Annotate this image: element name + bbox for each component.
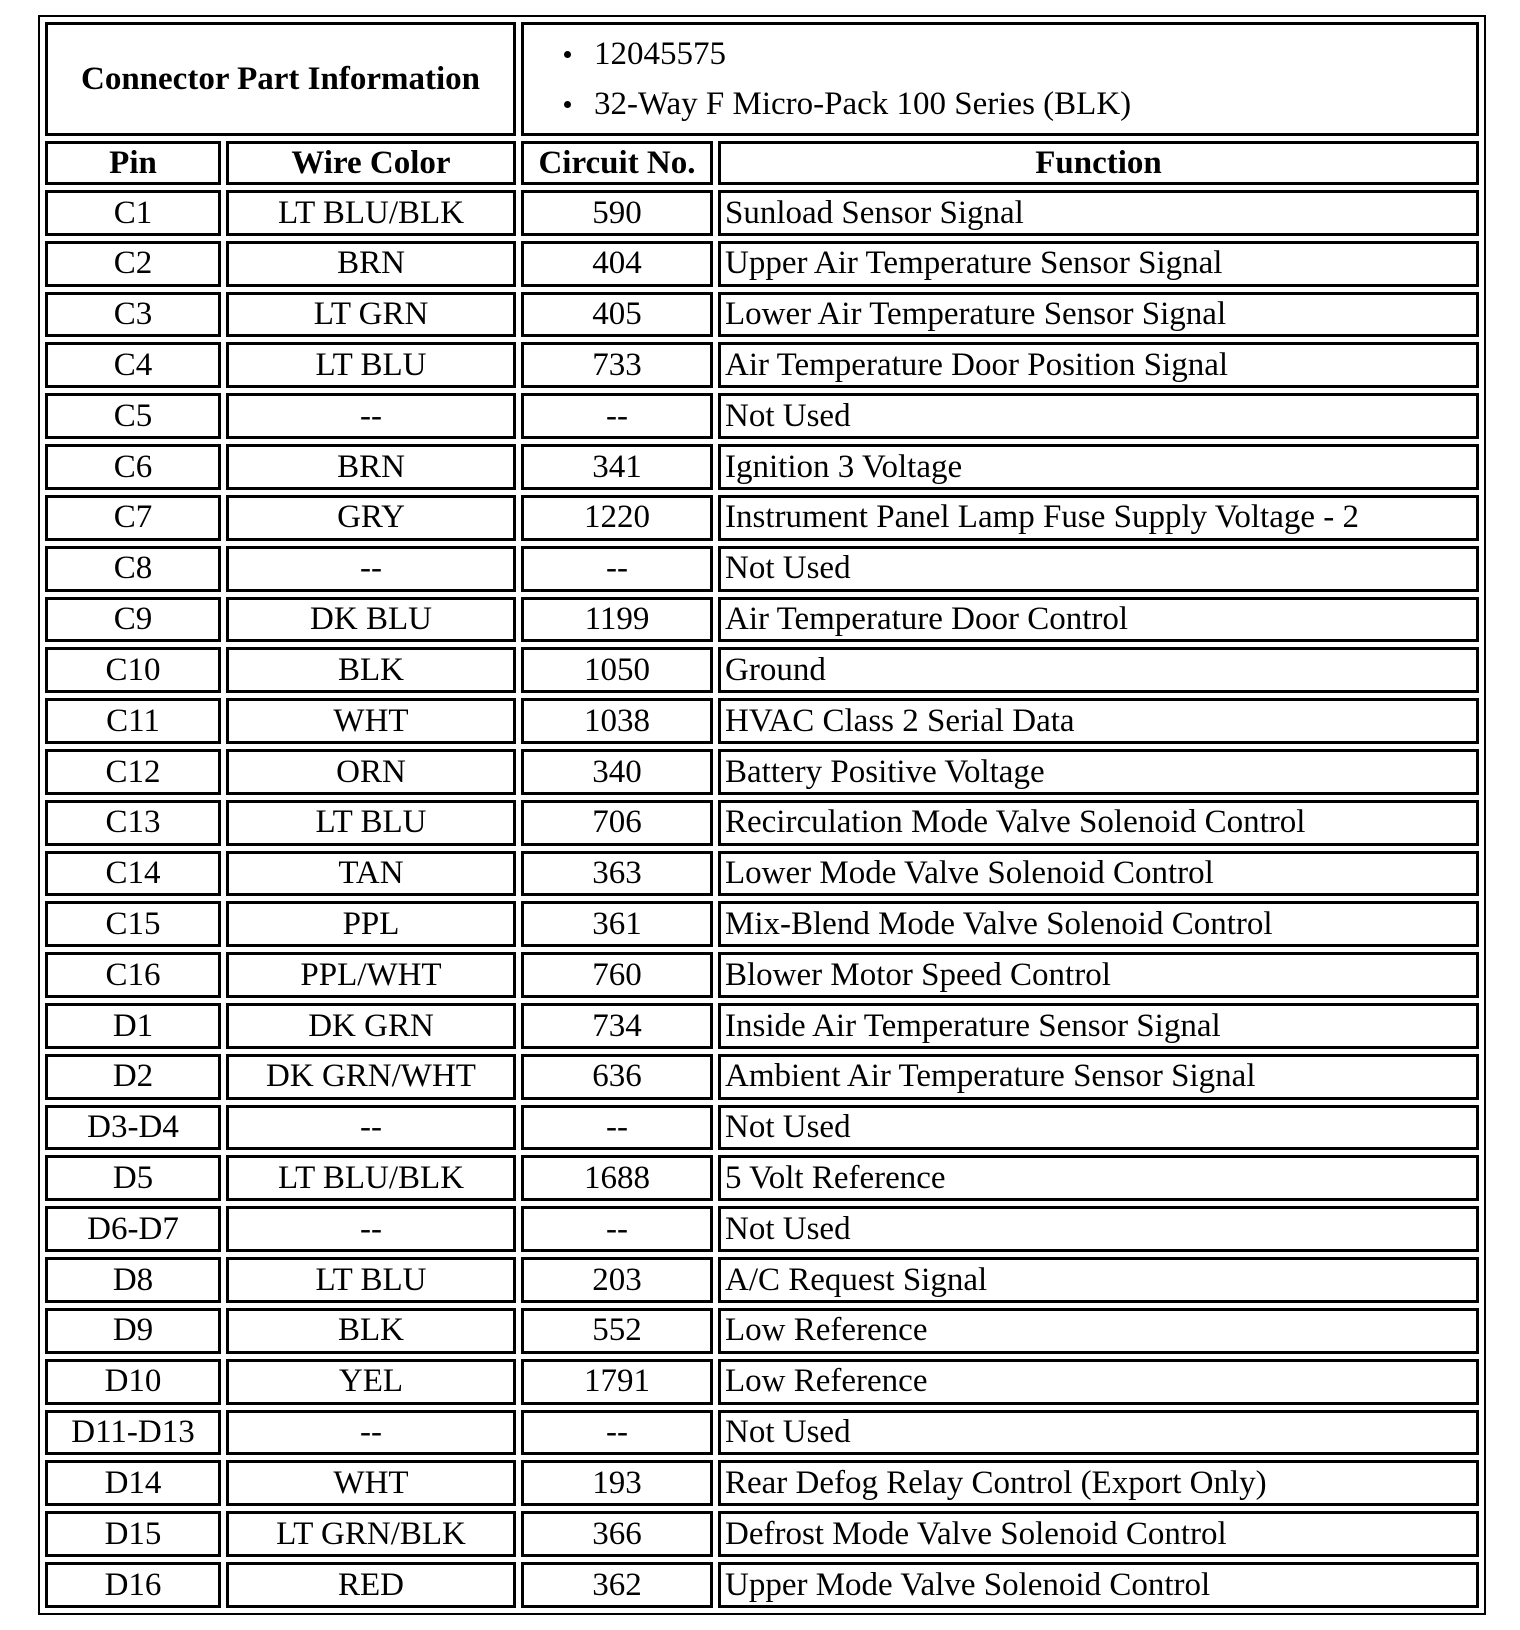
circuit-cell: 590 <box>521 190 713 236</box>
circuit-cell: 1199 <box>521 597 713 643</box>
function-cell: Not Used <box>718 1206 1479 1252</box>
connector-part-info-label: Connector Part Information <box>45 22 516 136</box>
circuit-cell: -- <box>521 1410 713 1456</box>
circuit-cell: -- <box>521 393 713 439</box>
wire-color-cell: PPL <box>226 901 516 947</box>
function-cell: Mix-Blend Mode Valve Solenoid Control <box>718 901 1479 947</box>
connector-pinout-table <box>40 17 1484 1613</box>
function-cell: Low Reference <box>718 1359 1479 1405</box>
pin-cell: D1 <box>45 1003 221 1049</box>
table-row <box>45 1308 1479 1354</box>
circuit-cell: 552 <box>521 1308 713 1354</box>
function-cell: Upper Air Temperature Sensor Signal <box>718 241 1479 287</box>
pin-cell: C6 <box>45 444 221 490</box>
pin-cell: C1 <box>45 190 221 236</box>
pinout-rows <box>45 190 1479 1608</box>
pin-cell: C3 <box>45 292 221 338</box>
wire-color-cell: LT BLU/BLK <box>226 190 516 236</box>
pin-cell: D10 <box>45 1359 221 1405</box>
pin-cell: D16 <box>45 1562 221 1608</box>
table-row <box>45 597 1479 643</box>
function-cell: 5 Volt Reference <box>718 1155 1479 1201</box>
table-row <box>45 901 1479 947</box>
circuit-cell: -- <box>521 546 713 592</box>
circuit-cell: 760 <box>521 952 713 998</box>
function-cell: Lower Mode Valve Solenoid Control <box>718 851 1479 897</box>
pin-cell: C9 <box>45 597 221 643</box>
wire-color-cell: WHT <box>226 1460 516 1506</box>
circuit-cell: 340 <box>521 749 713 795</box>
pin-cell: C5 <box>45 393 221 439</box>
col-header-pin: Pin <box>45 141 221 185</box>
table-row <box>45 1460 1479 1506</box>
wire-color-cell: LT GRN <box>226 292 516 338</box>
function-cell: Defrost Mode Valve Solenoid Control <box>718 1511 1479 1557</box>
circuit-cell: 366 <box>521 1511 713 1557</box>
function-cell: Low Reference <box>718 1308 1479 1354</box>
pin-cell: D2 <box>45 1054 221 1100</box>
circuit-cell: 1220 <box>521 495 713 541</box>
wire-color-cell: YEL <box>226 1359 516 1405</box>
circuit-cell: 361 <box>521 901 713 947</box>
wire-color-cell: LT BLU <box>226 800 516 846</box>
pin-cell: C10 <box>45 647 221 693</box>
wire-color-cell: RED <box>226 1562 516 1608</box>
circuit-cell: 203 <box>521 1257 713 1303</box>
table-row <box>45 546 1479 592</box>
circuit-cell: 405 <box>521 292 713 338</box>
pin-cell: C15 <box>45 901 221 947</box>
function-cell: Instrument Panel Lamp Fuse Supply Voltage - 2 <box>718 495 1479 541</box>
table-row <box>45 1054 1479 1100</box>
pin-cell: C16 <box>45 952 221 998</box>
table-row <box>45 1359 1479 1405</box>
function-cell: Not Used <box>718 393 1479 439</box>
connector-part-info-list <box>521 22 1479 136</box>
col-header-wire-color: Wire Color <box>226 141 516 185</box>
wire-color-cell: LT BLU <box>226 1257 516 1303</box>
table-row <box>45 342 1479 388</box>
table-row <box>45 647 1479 693</box>
table-row <box>45 851 1479 897</box>
table-row <box>45 1003 1479 1049</box>
circuit-cell: 362 <box>521 1562 713 1608</box>
wire-color-cell: -- <box>226 1105 516 1151</box>
table-row <box>45 241 1479 287</box>
pin-cell: D3-D4 <box>45 1105 221 1151</box>
wire-color-cell: DK BLU <box>226 597 516 643</box>
table-row <box>45 495 1479 541</box>
function-cell: Rear Defog Relay Control (Export Only) <box>718 1460 1479 1506</box>
pin-cell: C12 <box>45 749 221 795</box>
function-cell: Upper Mode Valve Solenoid Control <box>718 1562 1479 1608</box>
col-header-function: Function <box>718 141 1479 185</box>
circuit-cell: 1688 <box>521 1155 713 1201</box>
table-row <box>45 1511 1479 1557</box>
circuit-cell: 706 <box>521 800 713 846</box>
function-cell: Inside Air Temperature Sensor Signal <box>718 1003 1479 1049</box>
circuit-cell: 404 <box>521 241 713 287</box>
wire-color-cell: GRY <box>226 495 516 541</box>
circuit-cell: 1791 <box>521 1359 713 1405</box>
table-row <box>45 1105 1479 1151</box>
function-cell: HVAC Class 2 Serial Data <box>718 698 1479 744</box>
circuit-cell: -- <box>521 1206 713 1252</box>
function-cell: Ambient Air Temperature Sensor Signal <box>718 1054 1479 1100</box>
table-row <box>45 1257 1479 1303</box>
wire-color-cell: DK GRN/WHT <box>226 1054 516 1100</box>
pin-cell: C14 <box>45 851 221 897</box>
function-cell: Battery Positive Voltage <box>718 749 1479 795</box>
table-row <box>45 444 1479 490</box>
wire-color-cell: LT GRN/BLK <box>226 1511 516 1557</box>
table-row <box>45 1206 1479 1252</box>
function-cell: Not Used <box>718 1410 1479 1456</box>
pin-cell: D11-D13 <box>45 1410 221 1456</box>
connector-description: 32-Way F Micro-Pack 100 Series (BLK) <box>564 79 1476 129</box>
table-row <box>45 1155 1479 1201</box>
wire-color-cell: PPL/WHT <box>226 952 516 998</box>
function-cell: Not Used <box>718 546 1479 592</box>
table-row <box>45 800 1479 846</box>
wire-color-cell: BLK <box>226 1308 516 1354</box>
pin-cell: C2 <box>45 241 221 287</box>
table-row <box>45 698 1479 744</box>
connector-info-row <box>45 22 1479 136</box>
function-cell: Lower Air Temperature Sensor Signal <box>718 292 1479 338</box>
wire-color-cell: BRN <box>226 241 516 287</box>
function-cell: Not Used <box>718 1105 1479 1151</box>
circuit-cell: 1038 <box>521 698 713 744</box>
function-cell: Sunload Sensor Signal <box>718 190 1479 236</box>
header-row <box>45 141 1479 185</box>
table-row <box>45 292 1479 338</box>
pin-cell: C13 <box>45 800 221 846</box>
pin-cell: C11 <box>45 698 221 744</box>
wire-color-cell: -- <box>226 1206 516 1252</box>
wire-color-cell: BRN <box>226 444 516 490</box>
table-row <box>45 749 1479 795</box>
pin-cell: D5 <box>45 1155 221 1201</box>
table-row <box>45 1562 1479 1608</box>
circuit-cell: 341 <box>521 444 713 490</box>
function-cell: A/C Request Signal <box>718 1257 1479 1303</box>
table-row <box>45 1410 1479 1456</box>
wire-color-cell: TAN <box>226 851 516 897</box>
wire-color-cell: BLK <box>226 647 516 693</box>
wire-color-cell: WHT <box>226 698 516 744</box>
pin-cell: D6-D7 <box>45 1206 221 1252</box>
wire-color-cell: LT BLU <box>226 342 516 388</box>
wire-color-cell: -- <box>226 1410 516 1456</box>
pin-cell: D9 <box>45 1308 221 1354</box>
col-header-circuit: Circuit No. <box>521 141 713 185</box>
circuit-cell: 363 <box>521 851 713 897</box>
circuit-cell: 636 <box>521 1054 713 1100</box>
circuit-cell: 733 <box>521 342 713 388</box>
table-row <box>45 190 1479 236</box>
function-cell: Ground <box>718 647 1479 693</box>
wire-color-cell: -- <box>226 393 516 439</box>
circuit-cell: 734 <box>521 1003 713 1049</box>
wire-color-cell: LT BLU/BLK <box>226 1155 516 1201</box>
pin-cell: C8 <box>45 546 221 592</box>
function-cell: Ignition 3 Voltage <box>718 444 1479 490</box>
table-row <box>45 952 1479 998</box>
table-row <box>45 393 1479 439</box>
wire-color-cell: ORN <box>226 749 516 795</box>
wire-color-cell: -- <box>226 546 516 592</box>
circuit-cell: 193 <box>521 1460 713 1506</box>
circuit-cell: -- <box>521 1105 713 1151</box>
function-cell: Air Temperature Door Control <box>718 597 1479 643</box>
wire-color-cell: DK GRN <box>226 1003 516 1049</box>
pin-cell: D8 <box>45 1257 221 1303</box>
circuit-cell: 1050 <box>521 647 713 693</box>
pin-cell: D15 <box>45 1511 221 1557</box>
pin-cell: C7 <box>45 495 221 541</box>
function-cell: Blower Motor Speed Control <box>718 952 1479 998</box>
pin-cell: D14 <box>45 1460 221 1506</box>
pin-cell: C4 <box>45 342 221 388</box>
connector-part-number: 12045575 <box>564 29 1476 79</box>
function-cell: Air Temperature Door Position Signal <box>718 342 1479 388</box>
function-cell: Recirculation Mode Valve Solenoid Control <box>718 800 1479 846</box>
